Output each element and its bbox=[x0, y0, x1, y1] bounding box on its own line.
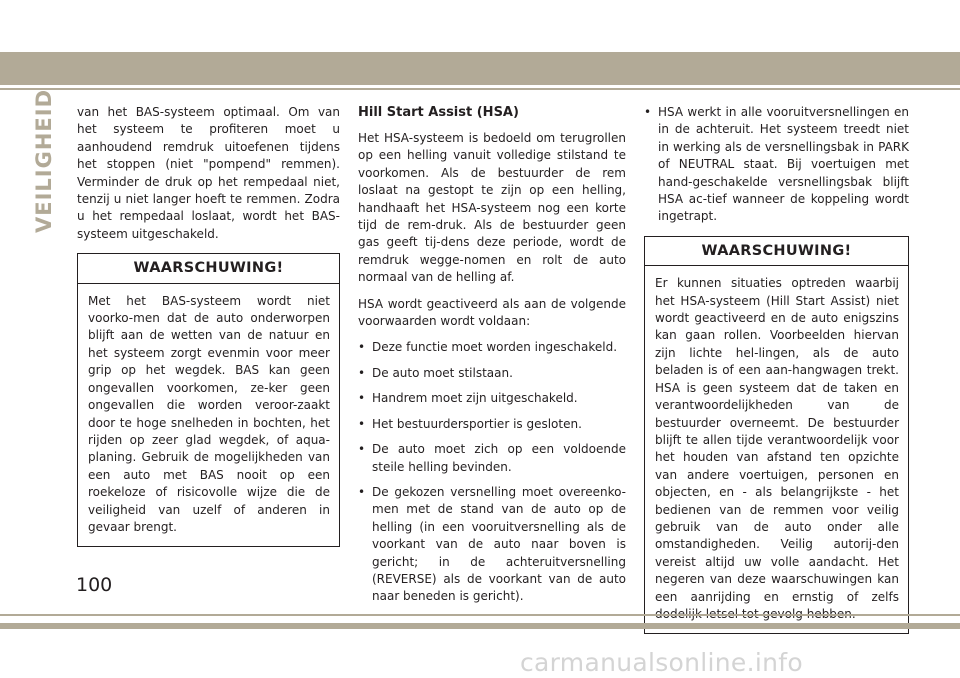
section-tab-label: VEILIGHEID bbox=[32, 88, 57, 234]
warning-title: WAARSCHUWING! bbox=[78, 254, 339, 283]
list-item: • Handrem moet zijn uitgeschakeld. bbox=[358, 390, 626, 407]
bottom-rule bbox=[0, 614, 960, 616]
top-rule bbox=[0, 88, 960, 90]
list-item: • De auto moet zich op een voldoende steile helling bevinden. bbox=[358, 441, 626, 476]
column-right bbox=[644, 104, 909, 634]
warning-text: Met het BAS-systeem wordt niet voorko-men dat de auto onderworpen blijft aan de wetten van de natuur en het systeem zorgt evenmin voor meer grip op het wegdek. BAS kan geen ongevallen voorkomen, ze-ker geen ongevallen die worden veroor-zaakt door te hoge snelheden in bochten, het rijden op zeer glad wegdek, of aqua-planing. Gebruik de mogelijkheden van een auto met BAS nooit op een roekeloze of risicovolle wijze die de veiligheid van uzelf of anderen in gevaar brengt. bbox=[88, 293, 330, 534]
list-item: • De gekozen versnelling moet overeenko-men met de stand van de auto op de helling (in een vooruitversnelling als de voorkant van de auto naar boven is gericht; in de achteruitversnelling (REVERSE) als de voorkant van de auto naar beneden is gericht). bbox=[358, 484, 626, 606]
intro-paragraph: van het BAS-systeem optimaal. Om van het systeem te profiteren moet u aanhoudend remdruk uitoefenen tijdens het stoppen (niet "pompend" remmen). Verminder de druk op het rempedaal niet, tenzij u niet langer hoeft te remmen. Zodra u het rempedaal loslaat, wordt het BAS-systeem uitgeschakeld. bbox=[77, 105, 340, 241]
watermark: carmanualsonline.info bbox=[520, 648, 803, 677]
bottom-band bbox=[0, 623, 960, 629]
section-tab bbox=[29, 88, 59, 234]
hsa-gear-list bbox=[644, 104, 909, 226]
top-band bbox=[0, 52, 960, 85]
list-item: • Deze functie moet worden ingeschakeld. bbox=[358, 339, 626, 356]
hsa-conditions-intro: HSA wordt geactiveerd als aan de volgende voorwaarden wordt voldaan: bbox=[358, 296, 626, 329]
section-heading-hsa: Hill Start Assist (HSA) bbox=[358, 105, 519, 120]
warning-title: WAARSCHUWING! bbox=[645, 237, 908, 266]
column-left bbox=[77, 104, 340, 547]
page-number: 100 bbox=[76, 574, 113, 596]
hsa-conditions-list bbox=[358, 339, 626, 605]
list-item: • Het bestuurdersportier is gesloten. bbox=[358, 416, 626, 433]
warning-box-hsa bbox=[644, 236, 909, 635]
list-item: • HSA werkt in alle vooruitversnellingen en in de achteruit. Het systeem treedt niet in werking als de versnellingsbak in PARK of NEUTRAL staat. Bij voertuigen met hand-geschakelde versnellingsbak blijft HSA ac-tief wanneer de koppeling wordt ingetrapt. bbox=[644, 104, 909, 226]
list-item: • De auto moet stilstaan. bbox=[358, 365, 626, 382]
warning-box-bas bbox=[77, 253, 340, 547]
hsa-description: Het HSA-systeem is bedoeld om terugrollen op een helling vanuit volledige stilstand te voorkomen. Als de bestuurder de rem loslaat na gestopt te zijn op een helling, handhaaft het HSA-systeem nog een korte tijd de rem-druk. Als de bestuurder geen gas geeft tij-dens deze periode, wordt de remdruk wegge-nomen en rolt de auto normaal van de helling af. bbox=[358, 131, 626, 285]
warning-text: Er kunnen situaties optreden waarbij het HSA-systeem (Hill Start Assist) niet wordt geactiveerd en de auto enigszins kan gaan rollen. Voorbeelden hiervan zijn lichte hel-lingen, als de auto beladen is of een aan-hangwagen trekt. HSA is geen systeem dat de taken en verantwoordelijkheden van de bestuurder overneemt. De bestuurder blijft te allen tijde verantwoordelijk voor het houden van afstand ten opzichte van andere voertuigen, personen en objecten, en - als belangrijkste - het bedienen van de remmen voor veilig gebruik van de auto onder alle omstandigheden. Veilig autorij-den vereist altijd uw volle aandacht. Het negeren van deze waarschuwingen kan een aanrijding en ernstig of zelfs bbox=[655, 276, 899, 604]
column-middle bbox=[358, 104, 626, 614]
